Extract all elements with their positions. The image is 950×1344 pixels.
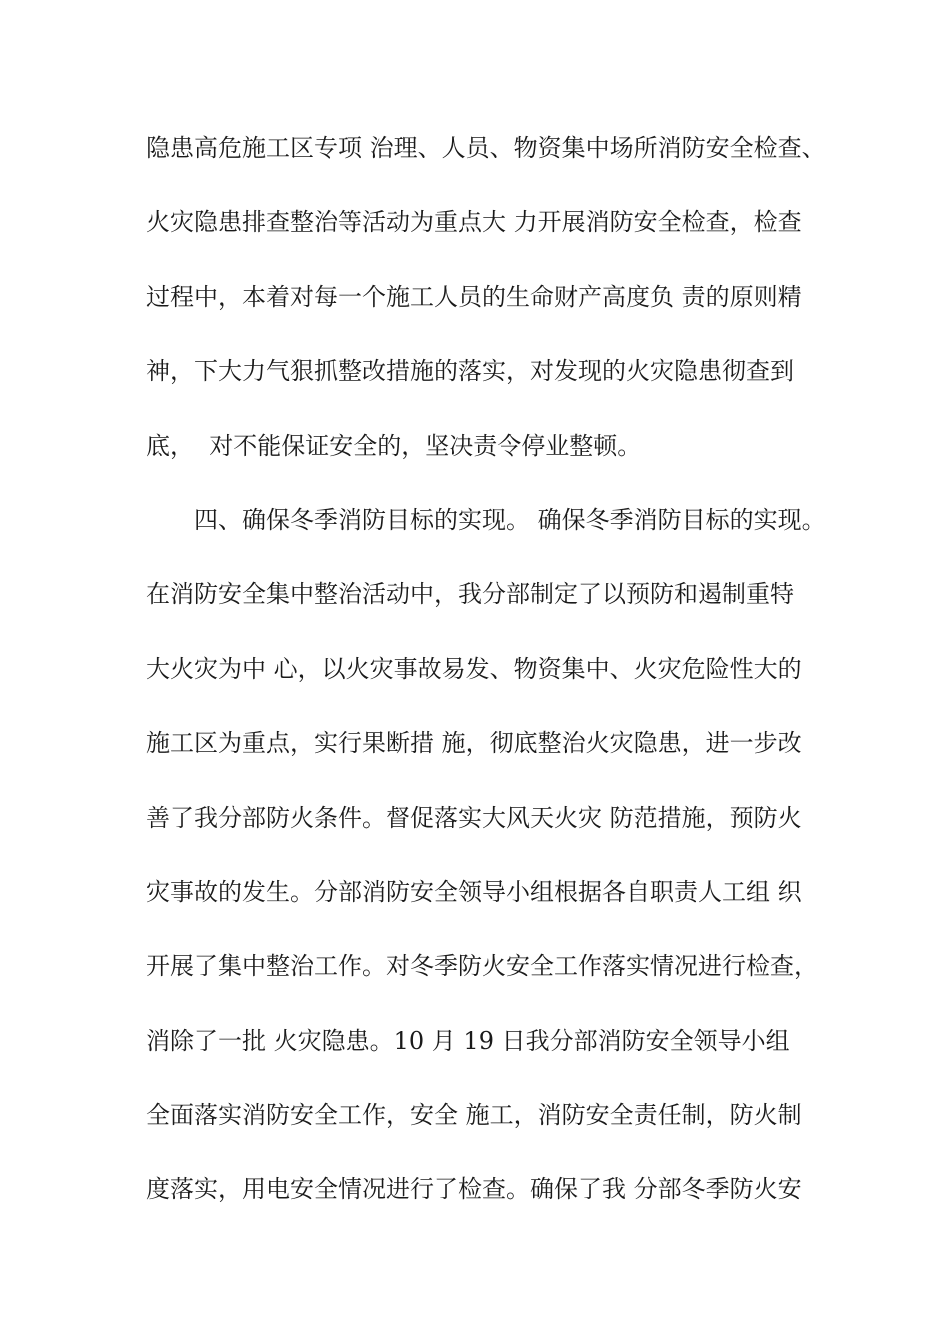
text-line: 灾事故的发生。分部消防安全领导小组根据各自职责人工组 织 [146,877,802,906]
text-line: 度落实，用电安全情况进行了检查。确保了我 分部冬季防火安 [146,1175,802,1204]
text-line: 底， 对不能保证安全的，坚决责令停业整顿。 [146,431,642,460]
text-line: 神，下大力气狠抓整改措施的落实，对发现的火灾隐患彻查到 [146,357,794,386]
text-line: 善了我分部防火条件。督促落实大风天火灾 防范措施，预防火 [146,803,802,832]
text-line: 开展了集中整治工作。对冬季防火安全工作落实情况进行检查， [146,952,818,981]
text-line: 隐患高危施工区专项 治理、人员、物资集中场所消防安全检查、 [146,134,826,162]
text-line: 大火灾为中 心，以火灾事故易发、物资集中、火灾危险性大的 [146,654,802,683]
text-line: 在消防安全集中整治活动中，我分部制定了以预防和遏制重特 [146,580,794,609]
text-line: 过程中，本着对每一个施工人员的生命财产高度负 责的原则精 [146,282,802,311]
text-line: 消除了一批 火灾隐患。10 月 19 日我分部消防安全领导小组 [146,1026,790,1055]
section-heading-line: 四、确保冬季消防目标的实现。 确保冬季消防目标的实现。 [194,505,826,534]
text-line: 火灾隐患排查整治等活动为重点大 力开展消防安全检查，检查 [146,208,802,237]
text-line: 全面落实消防安全工作，安全 施工，消防安全责任制，防火制 [146,1101,802,1130]
body-text [146,128,846,1244]
text-line: 施工区为重点，实行果断措 施，彻底整治火灾隐患，进一步改 [146,729,802,758]
